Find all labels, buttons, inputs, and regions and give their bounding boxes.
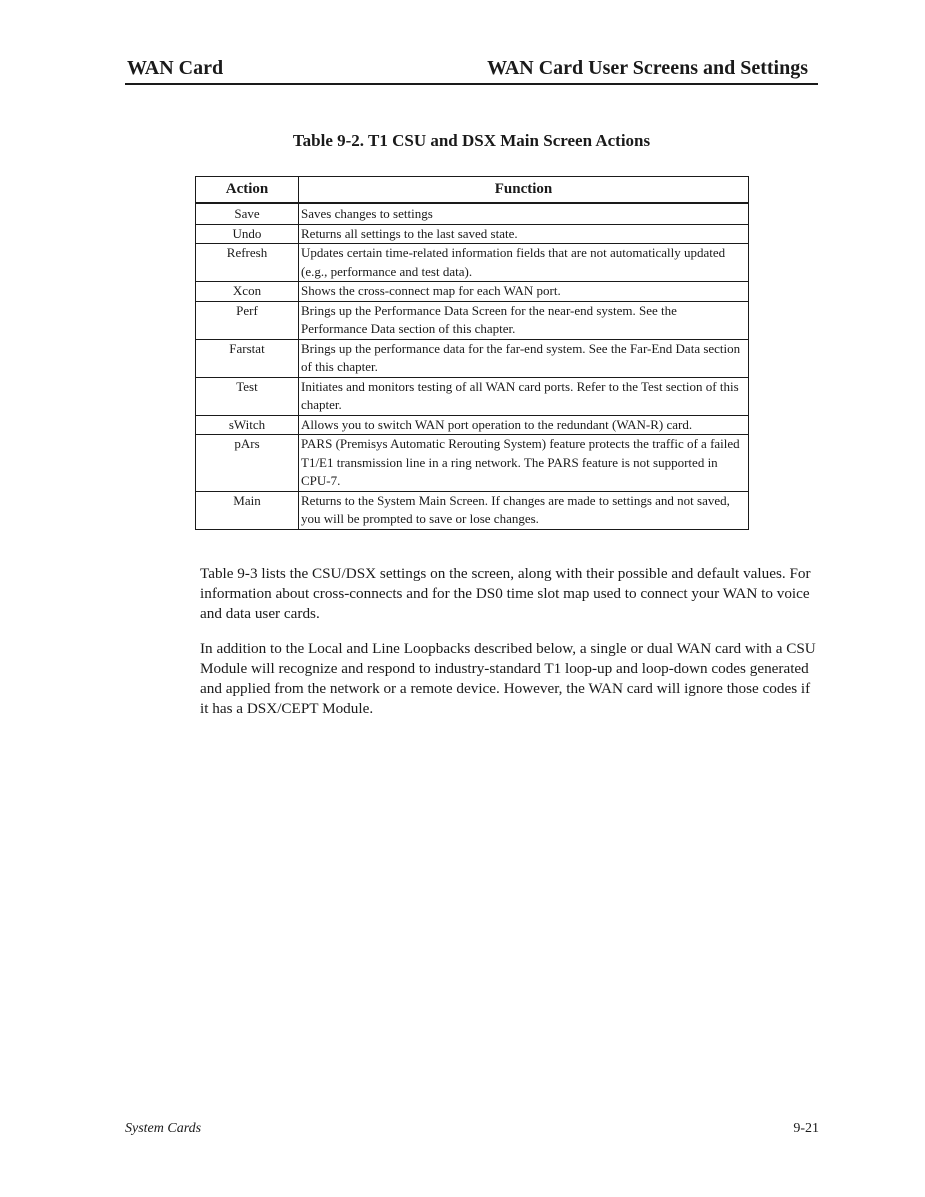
action-cell: sWitch: [196, 415, 299, 435]
header-rule: [125, 83, 818, 85]
action-cell: Refresh: [196, 244, 299, 282]
footer-section-name: System Cards: [125, 1121, 202, 1136]
function-cell: Brings up the performance data for the far-end system. See the Far-End Data section of this chapter.: [299, 339, 749, 377]
action-cell: pArs: [196, 435, 299, 492]
function-cell: Returns all settings to the last saved state.: [299, 224, 749, 244]
body-paragraph-loopbacks: In addition to the Local and Line Loopbacks described below, a single or dual WAN card with a CSU Module will recognize and respond to industry-standard T1 loop-up and loop-down codes generated and applied from the network or a remote device. However, the WAN card will ignore those codes if it has a DSX/CEPT Module.: [200, 640, 816, 717]
column-header-action: Action: [196, 177, 299, 204]
column-header-function: Function: [299, 177, 749, 204]
function-cell: Returns to the System Main Screen. If changes are made to settings and not saved, you will be prompted to save or lose changes.: [299, 491, 749, 529]
table-row: [196, 203, 749, 224]
function-cell: Initiates and monitors testing of all WAN card ports. Refer to the Test section of this chapter.: [299, 377, 749, 415]
action-cell: Xcon: [196, 282, 299, 302]
actions-table: [195, 176, 749, 530]
page-number: 9-21: [793, 1121, 819, 1136]
table-header-row: [196, 177, 749, 204]
action-cell: Farstat: [196, 339, 299, 377]
function-cell: Updates certain time-related information fields that are not automatically updated (e.g., performance and test data).: [299, 244, 749, 282]
table-row: [196, 224, 749, 244]
table-row: [196, 491, 749, 529]
action-cell: Save: [196, 203, 299, 224]
header-chapter-title: WAN Card: [127, 57, 224, 79]
action-cell: Main: [196, 491, 299, 529]
table-row: [196, 339, 749, 377]
function-cell: Allows you to switch WAN port operation to the redundant (WAN-R) card.: [299, 415, 749, 435]
function-cell: Brings up the Performance Data Screen for the near-end system. See the Performance Data section of this chapter.: [299, 301, 749, 339]
table-row: [196, 244, 749, 282]
table-row: [196, 377, 749, 415]
body-paragraph-settings: Table 9-3 lists the CSU/DSX settings on the screen, along with their possible and default values. For information about cross-connects and for the DS0 time slot map used to connect your WAN to voice and data user cards.: [200, 565, 811, 622]
action-cell: Test: [196, 377, 299, 415]
action-cell: Perf: [196, 301, 299, 339]
table-row: [196, 435, 749, 492]
table-row: [196, 415, 749, 435]
action-cell: Undo: [196, 224, 299, 244]
table-title: Table 9-2. T1 CSU and DSX Main Screen Actions: [292, 131, 651, 150]
function-cell: Saves changes to settings: [299, 203, 749, 224]
table-row: [196, 301, 749, 339]
table-row: [196, 282, 749, 302]
header-section-title: WAN Card User Screens and Settings: [487, 57, 808, 79]
function-cell: Shows the cross-connect map for each WAN port.: [299, 282, 749, 302]
function-cell: PARS (Premisys Automatic Rerouting System) feature protects the traffic of a failed T1/E1 transmission line in a ring network. The PARS feature is not supported in CPU-7.: [299, 435, 749, 492]
